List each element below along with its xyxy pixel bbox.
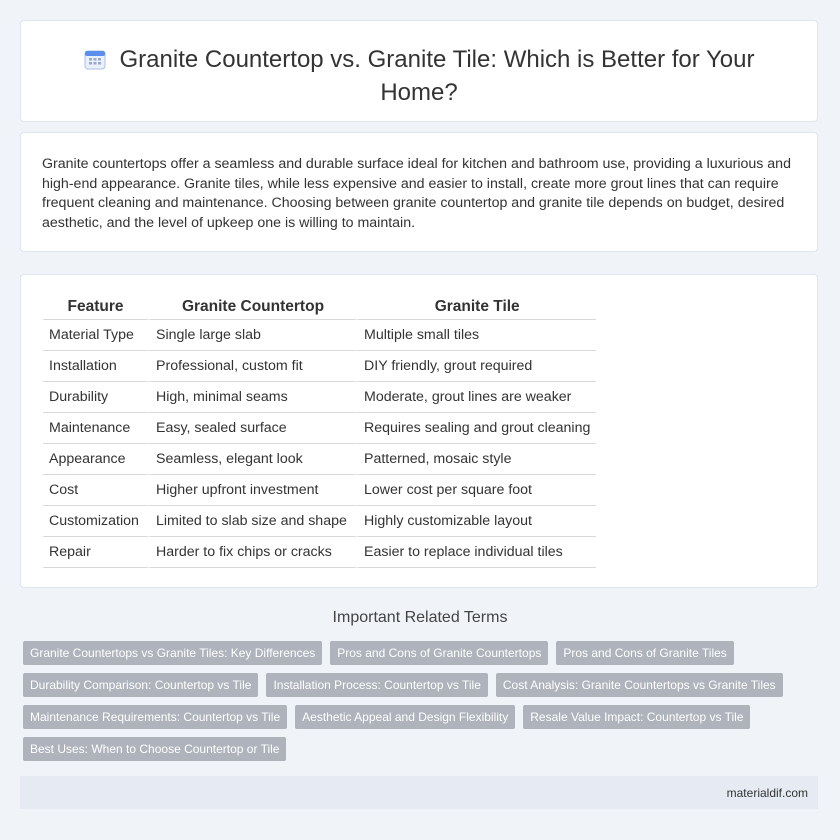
- table-row: [43, 444, 596, 475]
- feature-cell: Installation: [43, 351, 148, 382]
- feature-cell: Material Type: [43, 320, 148, 351]
- header-feature: Feature: [43, 295, 148, 320]
- countertop-cell: Seamless, elegant look: [148, 444, 356, 475]
- feature-cell: Cost: [43, 475, 148, 506]
- related-terms-heading: Important Related Terms: [332, 609, 508, 626]
- comparison-table: [43, 295, 596, 568]
- tile-cell: Lower cost per square foot: [356, 475, 596, 506]
- page-title-line1: Granite Countertop vs. Granite Tile: Which is Better for Your: [119, 46, 755, 73]
- related-term-tag[interactable]: Aesthetic Appeal and Design Flexibility: [295, 705, 515, 729]
- title-card: [20, 20, 818, 122]
- countertop-cell: Higher upfront investment: [148, 475, 356, 506]
- tile-cell: Highly customizable layout: [356, 506, 596, 537]
- intro-paragraph: Granite countertops offer a seamless and durable surface ideal for kitchen and bathroom use, providing a luxurious and high-end appearance. Granite tiles, while less expensive and easier to install, create more grout lines that can require frequent cleaning and maintenance. Choosing between granite countertop and granite tile depends on budget, desired aesthetic, and the level of upkeep one is willing to maintain.: [42, 156, 791, 231]
- tile-cell: Patterned, mosaic style: [356, 444, 596, 475]
- table-row: [43, 320, 596, 351]
- page-title: [21, 45, 817, 108]
- feature-cell: Repair: [43, 537, 148, 568]
- feature-cell: Durability: [43, 382, 148, 413]
- table-row: [43, 413, 596, 444]
- countertop-cell: High, minimal seams: [148, 382, 356, 413]
- related-term-tag[interactable]: Cost Analysis: Granite Countertops vs Granite Tiles: [496, 673, 783, 697]
- table-row: [43, 475, 596, 506]
- related-term-tag[interactable]: Pros and Cons of Granite Tiles: [556, 641, 733, 665]
- countertop-cell: Single large slab: [148, 320, 356, 351]
- feature-cell: Appearance: [43, 444, 148, 475]
- comparison-table-card: [20, 274, 818, 588]
- countertop-cell: Professional, custom fit: [148, 351, 356, 382]
- table-row: [43, 382, 596, 413]
- calendar-icon: [84, 48, 106, 78]
- countertop-cell: Limited to slab size and shape: [148, 506, 356, 537]
- tile-cell: Moderate, grout lines are weaker: [356, 382, 596, 413]
- header-granite-tile: Granite Tile: [356, 295, 596, 320]
- related-term-tag[interactable]: Maintenance Requirements: Countertop vs Tile: [23, 705, 287, 729]
- countertop-cell: Harder to fix chips or cracks: [148, 537, 356, 568]
- related-term-tag[interactable]: Resale Value Impact: Countertop vs Tile: [523, 705, 750, 729]
- intro-card: [20, 132, 818, 252]
- related-terms-tags: [23, 641, 813, 761]
- feature-cell: Customization: [43, 506, 148, 537]
- table-row: [43, 351, 596, 382]
- related-term-tag[interactable]: Best Uses: When to Choose Countertop or Tile: [23, 737, 286, 761]
- countertop-cell: Easy, sealed surface: [148, 413, 356, 444]
- table-row: [43, 506, 596, 537]
- related-term-tag[interactable]: Pros and Cons of Granite Countertops: [330, 641, 548, 665]
- tile-cell: Requires sealing and grout cleaning: [356, 413, 596, 444]
- footer-site-link[interactable]: materialdif.com: [726, 786, 808, 800]
- related-term-tag[interactable]: Durability Comparison: Countertop vs Tile: [23, 673, 258, 697]
- tile-cell: Multiple small tiles: [356, 320, 596, 351]
- tile-cell: DIY friendly, grout required: [356, 351, 596, 382]
- feature-cell: Maintenance: [43, 413, 148, 444]
- header-granite-countertop: Granite Countertop: [148, 295, 356, 320]
- footer: [20, 776, 818, 809]
- tile-cell: Easier to replace individual tiles: [356, 537, 596, 568]
- related-term-tag[interactable]: Granite Countertops vs Granite Tiles: Key Differences: [23, 641, 322, 665]
- table-row: [43, 537, 596, 568]
- page-title-line2: Home?: [380, 79, 458, 106]
- related-term-tag[interactable]: Installation Process: Countertop vs Tile: [266, 673, 487, 697]
- table-header-row: [43, 295, 596, 320]
